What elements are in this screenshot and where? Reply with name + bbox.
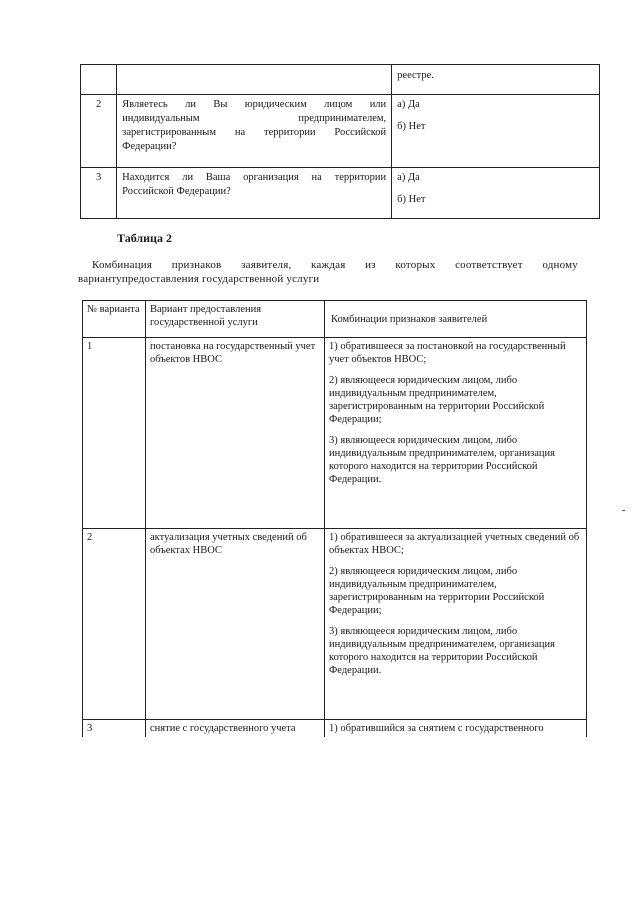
table-row: [81, 65, 600, 95]
combination-item: 2) являющееся юридическим лицом, либо индивидуальным предпринимателем, зарегистрированным на территории Российской Федерации;: [329, 566, 545, 616]
answer-option: реестре.: [397, 70, 434, 81]
scan-mark: [622, 510, 625, 511]
variant-name: актуализация учетных сведений об объектах НВОС: [146, 529, 325, 720]
table-title: Таблица 2: [117, 231, 172, 245]
combinations-cell: [325, 720, 587, 738]
combination-item: 3) являющееся юридическим лицом, либо индивидуальным предпринимателем, организация которого находится на территории Российской Федерации.: [329, 626, 556, 676]
combination-item: 1) обратившееся за актуализацией учетных сведений об объектах НВОС;: [329, 532, 580, 556]
answer-cell: [392, 95, 600, 168]
question-cell: [117, 65, 392, 95]
combination-item: 2) являющееся юридическим лицом, либо индивидуальным предпринимателем, зарегистрированным на территории Российской Федерации;: [329, 375, 545, 425]
table-header-row: [83, 301, 587, 338]
table-row: [83, 529, 587, 720]
answer-cell: [392, 168, 600, 219]
combinations-cell: [325, 529, 587, 720]
combination-item: 1) обратившееся за постановкой на государственный учет объектов НВОС;: [329, 341, 566, 365]
answer-option-yes: а) Да: [397, 99, 420, 110]
variant-number: 3: [83, 720, 146, 738]
variant-number: 2: [83, 529, 146, 720]
row-number: 3: [81, 168, 117, 219]
combination-item: 1) обратившийся за снятием с государственного: [329, 723, 544, 734]
questions-table: [80, 64, 600, 219]
table-row: [81, 168, 600, 219]
combinations-cell: [325, 338, 587, 529]
table-row: [83, 720, 587, 738]
table-row: [81, 95, 600, 168]
variant-name: постановка на государственный учет объектов НВОС: [146, 338, 325, 529]
question-cell: Являетесь ли Вы юридическим лицом или индивидуальным предпринимателем, зарегистрированным на территории Российской Федерации?: [117, 95, 392, 168]
column-header-combinations: Комбинации признаков заявителей: [325, 301, 587, 338]
answer-option-no: б) Нет: [397, 121, 426, 132]
answer-cell: [392, 65, 600, 95]
column-header-variant: Вариант предоставления государственной услуги: [146, 301, 325, 338]
column-header-number: № варианта: [83, 301, 146, 338]
row-number: [81, 65, 117, 95]
row-number: 2: [81, 95, 117, 168]
answer-option-no: б) Нет: [397, 194, 426, 205]
combination-item: 3) являющееся юридическим лицом, либо индивидуальным предпринимателем, организация которого находится на территории Российской Федерации.: [329, 435, 556, 485]
table-row: [83, 338, 587, 529]
question-cell: Находится ли Ваша организация на территории Российской Федерации?: [117, 168, 392, 219]
intro-paragraph: Комбинация признаков заявителя, каждая из которых соответствует одному вариантупредоставления государственной услуги: [78, 259, 578, 285]
answer-option-yes: а) Да: [397, 172, 420, 183]
variant-name: снятие с государственного учета: [146, 720, 325, 738]
variant-number: 1: [83, 338, 146, 529]
variants-table: [82, 300, 587, 737]
